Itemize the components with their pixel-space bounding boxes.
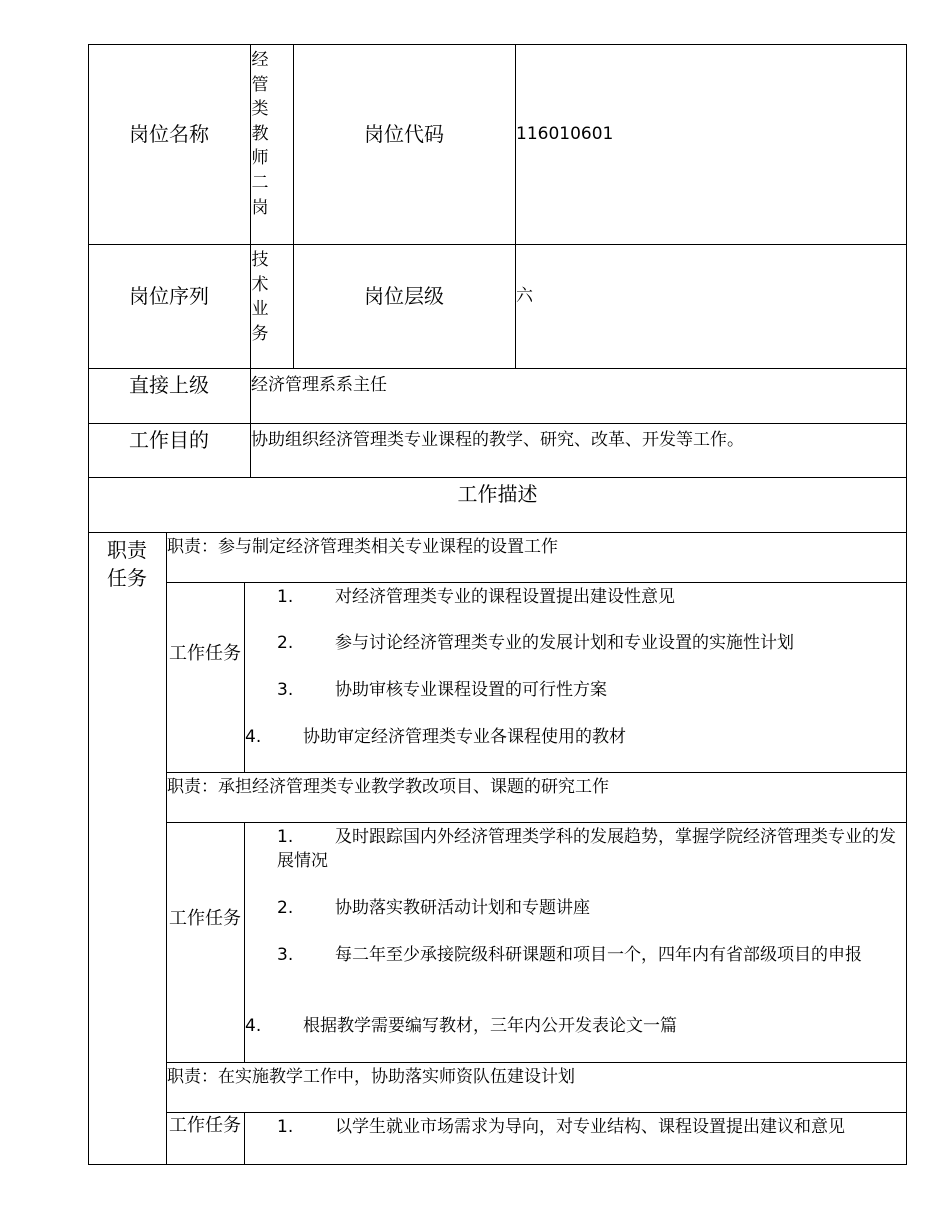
list-item — [277, 631, 902, 655]
post-level-value: 六 — [516, 286, 533, 306]
list-text: 对经济管理类专业的课程设置提出建设性意见 — [335, 587, 675, 607]
post-name-label: 岗位名称 — [129, 122, 209, 146]
row-divider — [166, 772, 907, 773]
row-divider — [88, 244, 907, 245]
row-divider — [166, 1112, 907, 1113]
list-number: 3. — [277, 945, 294, 965]
duty-title: 职责：在实施教学工作中，协助落实师资队伍建设计划 — [167, 1067, 575, 1087]
table-border-bottom — [88, 1164, 907, 1165]
list-item — [245, 725, 900, 749]
list-number: 2. — [277, 633, 294, 653]
row-divider — [88, 477, 907, 478]
list-text: 每二年至少承接院级科研课题和项目一个，四年内有省部级项目的申报 — [335, 945, 862, 965]
column-divider — [244, 1112, 245, 1165]
list-item — [277, 1115, 902, 1139]
list-text: 根据教学需要编写教材，三年内公开发表论文一篇 — [303, 1016, 677, 1036]
list-text: 协助审定经济管理类专业各课程使用的教材 — [303, 727, 626, 747]
row-divider — [88, 423, 907, 424]
table-border-top — [88, 44, 907, 45]
duty-title: 职责：参与制定经济管理类相关专业课程的设置工作 — [167, 537, 558, 557]
list-text: 参与讨论经济管理类专业的发展计划和专业设置的实施性计划 — [335, 633, 794, 653]
column-divider — [293, 44, 294, 369]
list-item — [277, 825, 902, 873]
superior-value: 经济管理系系主任 — [251, 375, 387, 395]
table-border-left — [88, 44, 89, 1165]
list-text: 协助审核专业课程设置的可行性方案 — [335, 680, 607, 700]
purpose-label: 工作目的 — [129, 428, 209, 452]
post-series-label: 岗位序列 — [129, 284, 209, 308]
list-text: 协助落实教研活动计划和专题讲座 — [335, 898, 590, 918]
column-divider — [515, 44, 516, 369]
duty-section-label: 职责任务 — [107, 538, 147, 590]
list-item — [277, 678, 902, 702]
list-number: 1. — [277, 1117, 294, 1137]
purpose-value: 协助组织经济管理类专业课程的教学、研究、改革、开发等工作。 — [251, 430, 744, 450]
row-divider — [166, 582, 907, 583]
post-series-value: 技术业务 — [251, 250, 269, 344]
list-number: 3. — [277, 680, 294, 700]
list-number: 2. — [277, 898, 294, 918]
list-number: 1. — [277, 587, 294, 607]
list-number: 1. — [277, 827, 294, 847]
task-label: 工作任务 — [169, 643, 241, 664]
list-number: 4. — [245, 1016, 262, 1036]
post-code-label: 岗位代码 — [364, 122, 444, 146]
description-title: 工作描述 — [457, 482, 538, 506]
post-name-value: 经管类教师二岗 — [251, 50, 269, 218]
row-divider — [88, 532, 907, 533]
task-label: 工作任务 — [169, 908, 241, 929]
row-divider — [166, 822, 907, 823]
post-code-value: 116010601 — [516, 124, 614, 144]
superior-label: 直接上级 — [129, 373, 209, 397]
list-item — [277, 896, 902, 920]
list-number: 4. — [245, 727, 262, 747]
table-border-right — [906, 44, 907, 1165]
list-text: 及时跟踪国内外经济管理类学科的发展趋势，掌握学院经济管理类专业的发展情况 — [277, 827, 896, 871]
list-item — [277, 943, 902, 967]
row-divider — [166, 1062, 907, 1063]
list-item — [277, 585, 902, 609]
post-level-label: 岗位层级 — [364, 284, 444, 308]
list-item — [245, 1014, 900, 1038]
row-divider — [88, 368, 907, 369]
list-text: 以学生就业市场需求为导向，对专业结构、课程设置提出建议和意见 — [335, 1117, 845, 1137]
task-label: 工作任务 — [169, 1115, 241, 1136]
duty-title: 职责：承担经济管理类专业教学教改项目、课题的研究工作 — [167, 777, 609, 797]
